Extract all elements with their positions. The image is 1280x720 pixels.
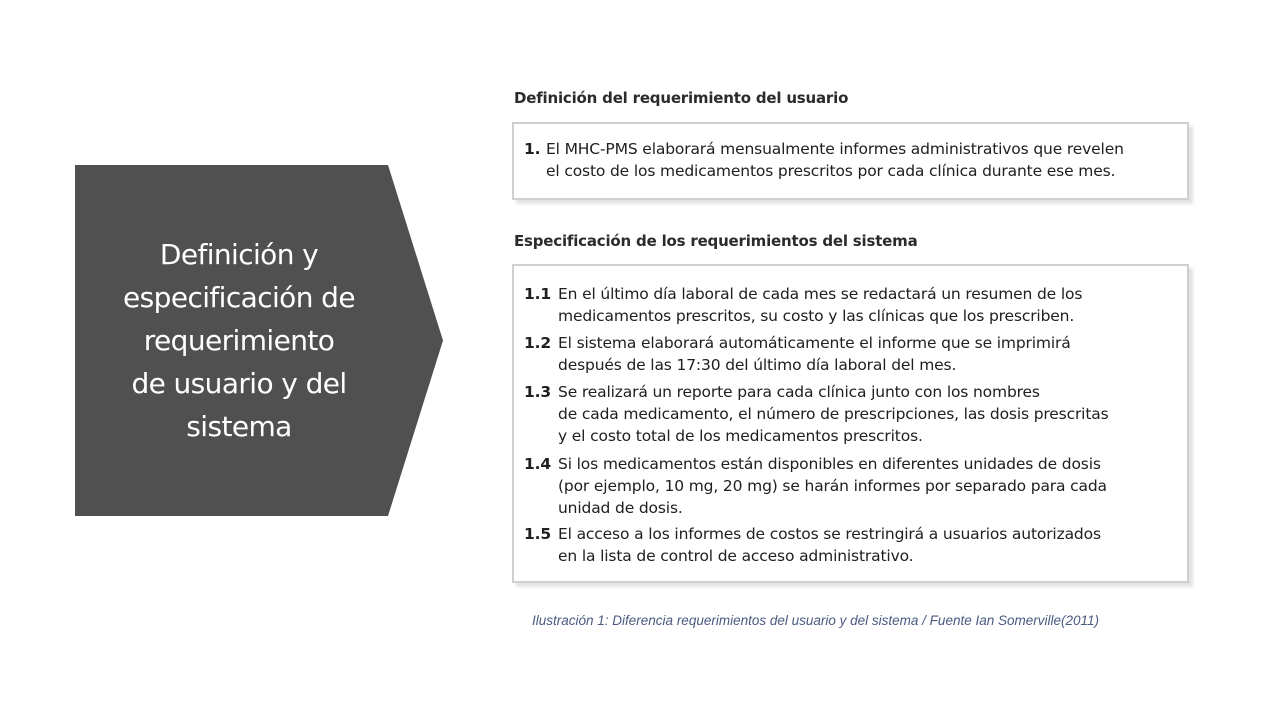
slide-title-line: especificación de [123,281,355,314]
user-requirement-heading: Definición del requerimiento del usuario [514,89,849,107]
item-number: 1.3 [524,383,552,401]
slide-title-line: requerimiento [143,324,335,357]
item-text: El MHC-PMS elaborará mensualmente informes administrativos que revelen el costo de los medicamentos prescritos por cada clínica durante ese mes. [546,140,1124,180]
item-text: El acceso a los informes de costos se restringirá a usuarios autorizados en la lista de control de acceso administrativo. [558,525,1101,565]
item-text: El sistema elaborará automáticamente el informe que se imprimirá después de las 17:30 del último día laboral del mes. [558,334,1071,374]
item-text: Si los medicamentos están disponibles en diferentes unidades de dosis (por ejemplo, 10 mg, 20 mg) se harán informes por separado para cada unidad de dosis. [558,455,1107,517]
item-number: 1. [524,140,541,158]
item-text: Se realizará un reporte para cada clínica junto con los nombres de cada medicamento, el número de prescripciones, las dosis prescritas y el costo total de los medicamentos prescritos. [558,383,1109,445]
item-number: 1.5 [524,525,552,543]
user-requirement-box [512,122,1189,200]
slide-title-line: de usuario y del [131,367,347,400]
slide-title-line: Definición y [159,238,319,271]
slide-title-line: sistema [186,410,292,443]
item-text: En el último día laboral de cada mes se redactará un resumen de los medicamentos prescritos, su costo y las clínicas que los prescriben. [558,285,1083,325]
item-number: 1.2 [524,334,552,352]
system-requirements-heading: Especificación de los requerimientos del sistema [514,232,918,250]
item-number: 1.4 [524,455,552,473]
slide-title [95,165,383,516]
figure-caption: Ilustración 1: Diferencia requerimientos del usuario y del sistema / Fuente Ian Somerville(2011) [532,613,1100,628]
item-number: 1.1 [524,285,552,303]
title-arrow-shape [75,165,443,516]
system-requirements-box [512,264,1189,583]
